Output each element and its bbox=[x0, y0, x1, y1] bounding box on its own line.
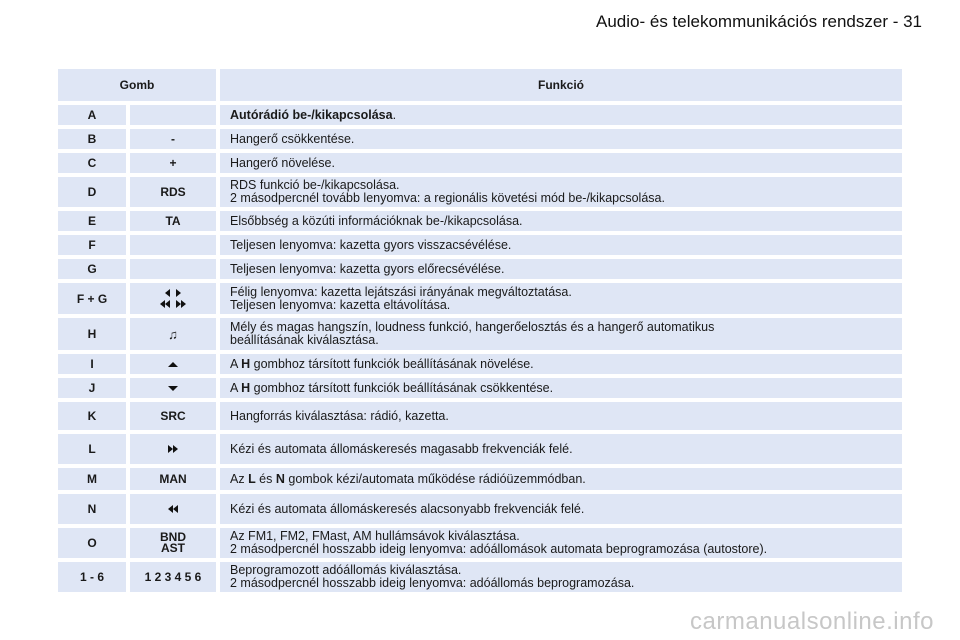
button-cell bbox=[130, 105, 216, 125]
key-cell: K bbox=[58, 402, 126, 430]
button-cell bbox=[130, 354, 216, 374]
header-funkcio: Funkció bbox=[220, 69, 902, 101]
triangle-up-icon bbox=[168, 362, 178, 367]
function-cell: Teljesen lenyomva: kazetta gyors előrecsévélése. bbox=[220, 259, 902, 279]
key-cell: F bbox=[58, 235, 126, 255]
triangle-down-icon bbox=[168, 386, 178, 391]
music-note-icon: ♫ bbox=[130, 318, 216, 350]
double-right-arrow-icon bbox=[168, 445, 178, 453]
function-line: Teljesen lenyomva: kazetta eltávolítása. bbox=[230, 297, 451, 312]
table-row bbox=[58, 378, 902, 398]
text-pre: A bbox=[230, 380, 242, 395]
table-row bbox=[58, 177, 902, 207]
function-cell bbox=[220, 528, 902, 558]
button-cell: + bbox=[130, 153, 216, 173]
text-bold: H bbox=[241, 356, 251, 371]
button-cell: SRC bbox=[130, 402, 216, 430]
function-line: RDS funkció be-/kikapcsolása. bbox=[230, 178, 400, 192]
function-table bbox=[58, 69, 902, 596]
text-mid: és bbox=[255, 471, 276, 486]
function-cell: Hangforrás kiválasztása: rádió, kazetta. bbox=[220, 402, 902, 430]
key-cell: E bbox=[58, 211, 126, 231]
function-cell bbox=[220, 177, 902, 207]
function-line: Mély és magas hangszín, loudness funkció, hangerőelosztás és a hangerő automatikus bbox=[230, 320, 715, 334]
key-cell: D bbox=[58, 177, 126, 207]
button-cell bbox=[130, 494, 216, 524]
table-row bbox=[58, 562, 902, 592]
function-line: Beprogramozott adóállomás kiválasztása. bbox=[230, 563, 462, 577]
table-row bbox=[58, 211, 902, 231]
function-cell: Kézi és automata állomáskeresés magasabb frekvenciák felé. bbox=[220, 434, 902, 464]
function-cell bbox=[220, 562, 902, 592]
key-cell: B bbox=[58, 129, 126, 149]
function-cell bbox=[220, 378, 902, 398]
function-cell bbox=[220, 318, 902, 350]
table-row bbox=[58, 434, 902, 464]
key-cell: 1 - 6 bbox=[58, 562, 126, 592]
button-cell bbox=[130, 283, 216, 314]
button-cell: - bbox=[130, 129, 216, 149]
button-cell bbox=[130, 235, 216, 255]
button-cell bbox=[130, 434, 216, 464]
table-row bbox=[58, 494, 902, 524]
function-line: Félig lenyomva: kazetta lejátszási irányának megváltoztatása. bbox=[230, 284, 572, 299]
page-header-title: Audio- és telekommunikációs rendszer - 31 bbox=[596, 12, 922, 31]
table-row bbox=[58, 468, 902, 490]
function-cell bbox=[220, 468, 902, 490]
key-cell: N bbox=[58, 494, 126, 524]
function-line: beállításának kiválasztása. bbox=[230, 333, 379, 347]
table-row bbox=[58, 129, 902, 149]
header-gomb: Gomb bbox=[58, 69, 216, 101]
button-line: BND bbox=[160, 530, 186, 544]
key-cell: I bbox=[58, 354, 126, 374]
function-line: 2 másodpercnél tovább lenyomva: a regionális követési mód be-/kikapcsolása. bbox=[230, 191, 665, 205]
function-suffix: . bbox=[392, 107, 397, 122]
key-cell: M bbox=[58, 468, 126, 490]
function-cell: Hangerő csökkentése. bbox=[220, 129, 902, 149]
key-cell: G bbox=[58, 259, 126, 279]
table-row bbox=[58, 235, 902, 255]
function-cell: Kézi és automata állomáskeresés alacsonyabb frekvenciák felé. bbox=[220, 494, 902, 524]
double-left-arrow-icon bbox=[168, 505, 178, 513]
button-cell: RDS bbox=[130, 177, 216, 207]
table-row bbox=[58, 259, 902, 279]
key-cell: F + G bbox=[58, 283, 126, 314]
function-cell: Hangerő növelése. bbox=[220, 153, 902, 173]
text-post: gombhoz társított funkciók beállításának növelése. bbox=[250, 356, 534, 371]
function-bold: Autórádió be-/kikapcsolása bbox=[230, 107, 393, 122]
table-row bbox=[58, 402, 902, 430]
text-bold: L bbox=[248, 471, 256, 486]
function-line: Az FM1, FM2, FMast, AM hullámsávok kiválasztása. bbox=[230, 529, 520, 543]
watermark-text: carmanualsonline.info bbox=[690, 608, 934, 635]
text-pre: Az bbox=[230, 471, 249, 486]
table-row bbox=[58, 105, 902, 125]
function-cell bbox=[220, 283, 902, 314]
button-cell bbox=[130, 378, 216, 398]
function-cell bbox=[220, 105, 902, 125]
table-row bbox=[58, 528, 902, 558]
table-row bbox=[58, 153, 902, 173]
text-bold: N bbox=[275, 471, 285, 486]
text-post: gombhoz társított funkciók beállításának csökkentése. bbox=[250, 380, 554, 395]
function-cell bbox=[220, 354, 902, 374]
function-cell: Elsőbbség a közúti információknak be-/kikapcsolása. bbox=[220, 211, 902, 231]
button-cell: MAN bbox=[130, 468, 216, 490]
function-line: 2 másodpercnél hosszabb ideig lenyomva: adóállomások automata beprogramozása (autostore). bbox=[230, 542, 768, 556]
table-row bbox=[58, 318, 902, 350]
key-cell: A bbox=[58, 105, 126, 125]
button-cell: 1 2 3 4 5 6 bbox=[130, 562, 216, 592]
button-line: AST bbox=[161, 541, 185, 555]
key-cell: H bbox=[58, 318, 126, 350]
key-cell: C bbox=[58, 153, 126, 173]
left-right-arrows-icon bbox=[160, 289, 186, 308]
button-cell: TA bbox=[130, 211, 216, 231]
key-cell: J bbox=[58, 378, 126, 398]
key-cell: O bbox=[58, 528, 126, 558]
function-cell: Teljesen lenyomva: kazetta gyors visszacsévélése. bbox=[220, 235, 902, 255]
button-cell bbox=[130, 528, 216, 558]
key-cell: L bbox=[58, 434, 126, 464]
table-header-row bbox=[58, 69, 902, 101]
table-row bbox=[58, 354, 902, 374]
button-cell bbox=[130, 259, 216, 279]
text-pre: A bbox=[230, 356, 242, 371]
text-bold: H bbox=[241, 380, 251, 395]
table-row bbox=[58, 283, 902, 314]
text-post: gombok kézi/automata működése rádióüzemmódban. bbox=[284, 471, 586, 486]
function-line: 2 másodpercnél hosszabb ideig lenyomva: adóállomás beprogramozása. bbox=[230, 576, 635, 590]
